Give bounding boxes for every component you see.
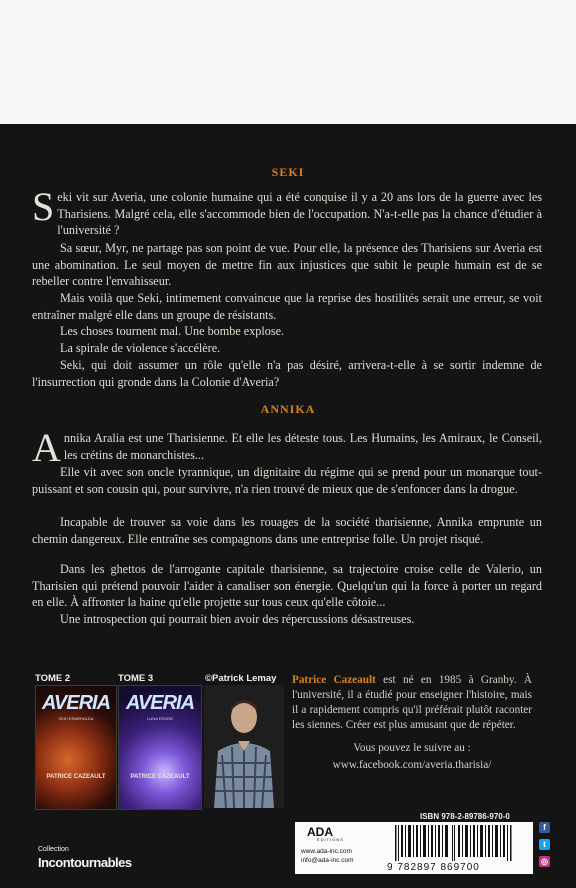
seki-paragraph-3: Mais voilà que Seki, intimement convaincue que la reprise des hostilités serait une erreur, se voit entraîner malgré elle dans un groupe de résistants. <box>32 291 542 322</box>
annika-dropcap: A <box>32 425 61 470</box>
instagram-icon[interactable]: ◎ <box>539 856 550 867</box>
author-bio-text: est né en 1985 à Granby. À l'université, il a étudié pour enseigner l'histoire, mais il a rapidement compris qu'il préférait plutôt raconter les siennes. Créer est plus amusant que de répéter. <box>292 674 532 731</box>
seki-paragraph-2: Sa sœur, Myr, ne partage pas son point de vue. Pour elle, la présence des Tharisiens sur Averia est une abomination. Le seul moyen de mettre fin aux injustices que subit le peuple humain est de se rebeller contre l'envahisseur. <box>32 241 542 289</box>
collection-name: Incontournables <box>38 855 132 870</box>
facebook-icon[interactable]: f <box>539 822 550 833</box>
annika-paragraph-5: Une introspection qui pourrait bien avoir des répercussions désastreuses. <box>60 612 415 626</box>
collection-label: Collection <box>38 846 69 853</box>
barcode-box <box>295 822 533 874</box>
tome-3-author: PATRICE CAZEAULT <box>130 774 190 780</box>
annika-paragraph-1 <box>32 425 542 470</box>
seki-paragraph-5: La spirale de violence s'accélère. <box>60 341 221 355</box>
publisher-email: info@ada-inc.com <box>301 857 354 864</box>
seki-paragraph-1 <box>32 184 542 239</box>
seki-paragraph-6: Seki, qui doit assumer un rôle qu'elle n'a pas désiré, arrivera-t-elle à se sortir indemne de l'insurrection qui gronde dans la Colonie d'Averia? <box>32 358 542 389</box>
author-bio <box>292 673 532 773</box>
tome-2-label: TOME 2 <box>35 673 71 684</box>
top-white-strip <box>0 0 576 124</box>
publisher-website: www.ada-inc.com <box>301 848 352 855</box>
tome-2-logo: AVERIA <box>41 692 111 714</box>
seki-dropcap: S <box>32 184 55 229</box>
barcode-digits: 9 782897 869700 <box>387 862 480 873</box>
seki-paragraph-1-text: eki vit sur Averia, une colonie humaine qui a été conquise il y a 20 ans lors de la guerre avec les Tharisiens. Malgré cela, elle s'accommode bien de l'occupation. N'a-t-elle pas la chance d'étudier à l'université ? <box>57 190 542 238</box>
author-name: Patrice Cazeault <box>292 674 376 686</box>
tome-3-logo: AVERIA <box>125 692 195 714</box>
follow-label: Vous pouvez le suivre au : <box>353 742 471 754</box>
annika-paragraph-4: Dans les ghettos de l'arrogante capitale tharisienne, sa trajectoire croise celle de Valerio, un Tharisien qui prétend pouvoir l'aider à canaliser son énergie. Quelqu'un qui la force à porter un regard en elle. À affronter la haine qu'elle projette sur tous ceux qu'elle côtoie... <box>32 562 542 610</box>
barcode-icon <box>395 825 515 861</box>
tome-3-subtitle: LUNA ESSON <box>147 716 173 721</box>
tome-2-author: PATRICE CAZEAULT <box>46 774 106 780</box>
facebook-link[interactable]: www.facebook.com/averia.tharisia/ <box>332 759 492 771</box>
annika-paragraph-1-text: nnika Aralia est une Tharisienne. Et elle les déteste tous. Les Humains, les Amiraux, le Conseil, les crétins de monarchistes... <box>63 431 542 462</box>
tome-3-cover <box>118 685 202 810</box>
annika-paragraph-2: Elle vit avec son oncle tyrannique, un dignitaire du régime qui se prend pour un monarque tout-puissant et son cousin qui, pour survivre, n'a rien trouvé de mieux que de s'enfoncer dans la drogue. <box>32 465 542 496</box>
publisher-logo: ADA <box>307 825 333 839</box>
annika-heading: ANNIKA <box>260 402 316 416</box>
author-silhouette-icon <box>204 685 284 808</box>
seki-paragraph-4: Les choses tournent mal. Une bombe explose. <box>60 324 285 338</box>
tome-3-label: TOME 3 <box>118 673 154 684</box>
isbn-text: ISBN 978-2-89786-970-0 <box>420 812 510 821</box>
author-photo <box>204 685 284 808</box>
seki-heading: SEKI <box>271 165 305 179</box>
twitter-icon[interactable]: t <box>539 839 550 850</box>
tome-2-subtitle: SEKI ESMERALDA <box>58 716 94 721</box>
photo-credit: ©Patrick Lemay <box>205 673 277 684</box>
publisher-logo-sub: ÉDITIONS <box>317 837 344 842</box>
tome-2-cover <box>35 685 117 810</box>
annika-paragraph-3: Incapable de trouver sa voie dans les rouages de la société tharisienne, Annika emprunte un chemin dangereux. Elle entraîne ses compagnons dans une entreprise folle. Un projet risqué. <box>32 515 542 546</box>
